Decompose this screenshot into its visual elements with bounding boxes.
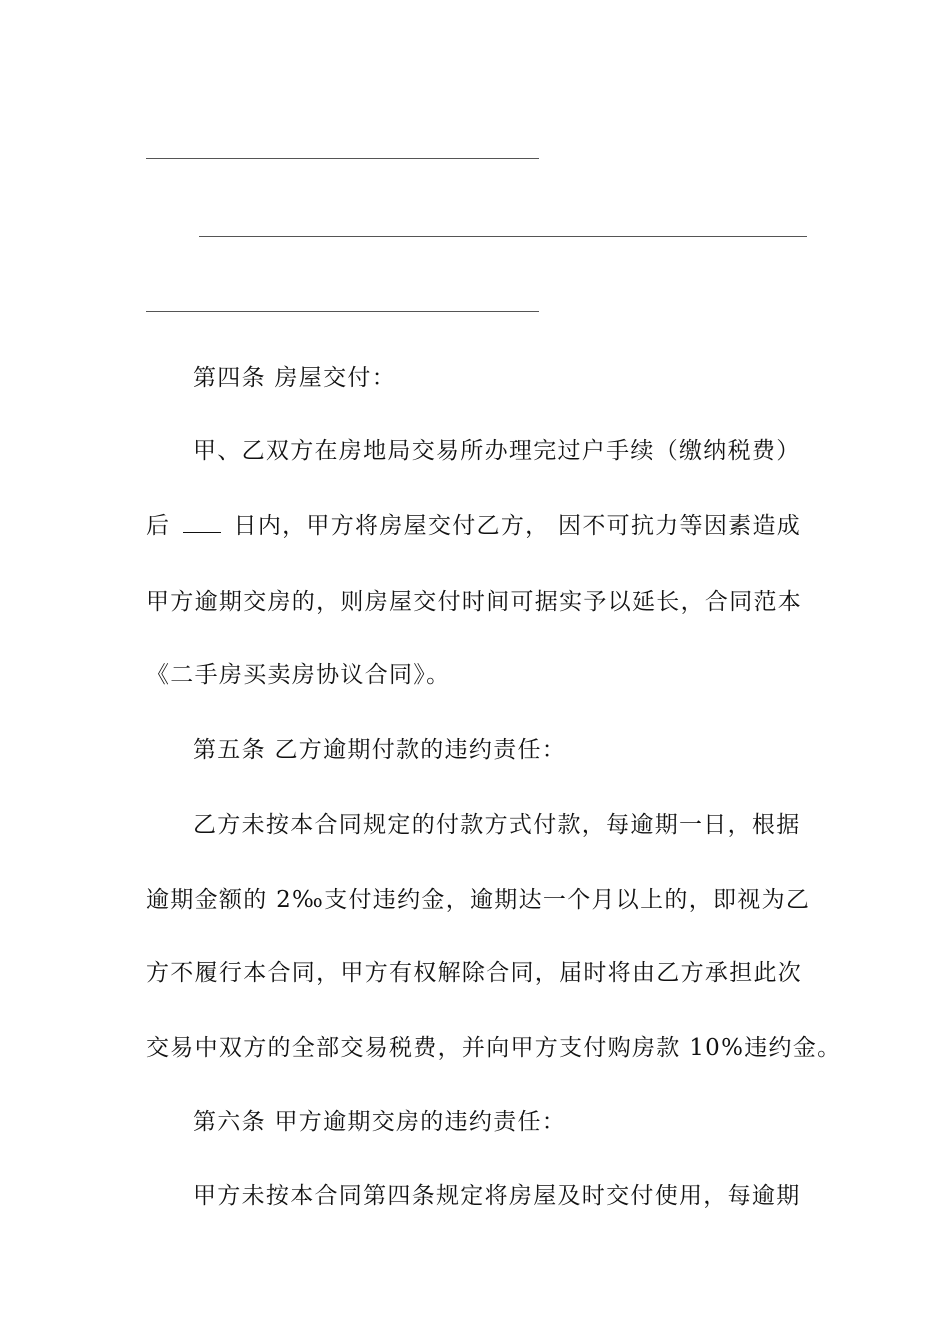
article-5-line-1: 乙方未按本合同规定的付款方式付款，每逾期一日，根据 (193, 812, 801, 838)
article-4-line-2-end: 日内，甲方将房屋交付乙方， 因不可抗力等因素造成 (224, 513, 802, 539)
article-4-heading: 第四条 房屋交付： (193, 365, 397, 391)
article-5-line-3: 方不履行本合同，甲方有权解除合同，届时将由乙方承担此次 (146, 960, 803, 986)
article-6-line-1: 甲方未按本合同第四条规定将房屋及时交付使用，每逾期 (193, 1183, 801, 1209)
article-4-line-1: 甲、乙双方在房地局交易所办理完过户手续（缴纳税费） (193, 438, 801, 464)
article-4-line-3: 甲方逾期交房的，则房屋交付时间可据实予以延长，合同范本 (146, 589, 803, 615)
article-5-heading: 第五条 乙方逾期付款的违约责任： (193, 737, 567, 763)
blank-rule-1 (146, 158, 539, 159)
article-6-heading: 第六条 甲方逾期交房的违约责任： (193, 1109, 567, 1135)
article-4-line-2-start: 后 (146, 513, 179, 539)
blank-rule-3 (146, 311, 539, 312)
days-blank-field (183, 512, 221, 533)
article-4-line-2 (146, 511, 801, 541)
blank-rule-2 (199, 236, 807, 237)
article-4-line-4: 《二手房买卖房协议合同》。 (146, 662, 451, 688)
article-5-line-2: 逾期金额的 2‰支付违约金，逾期达一个月以上的，即视为乙 (146, 887, 811, 913)
article-5-line-4: 交易中双方的全部交易税费，并向甲方支付购房款 10%违约金。 (146, 1035, 842, 1061)
